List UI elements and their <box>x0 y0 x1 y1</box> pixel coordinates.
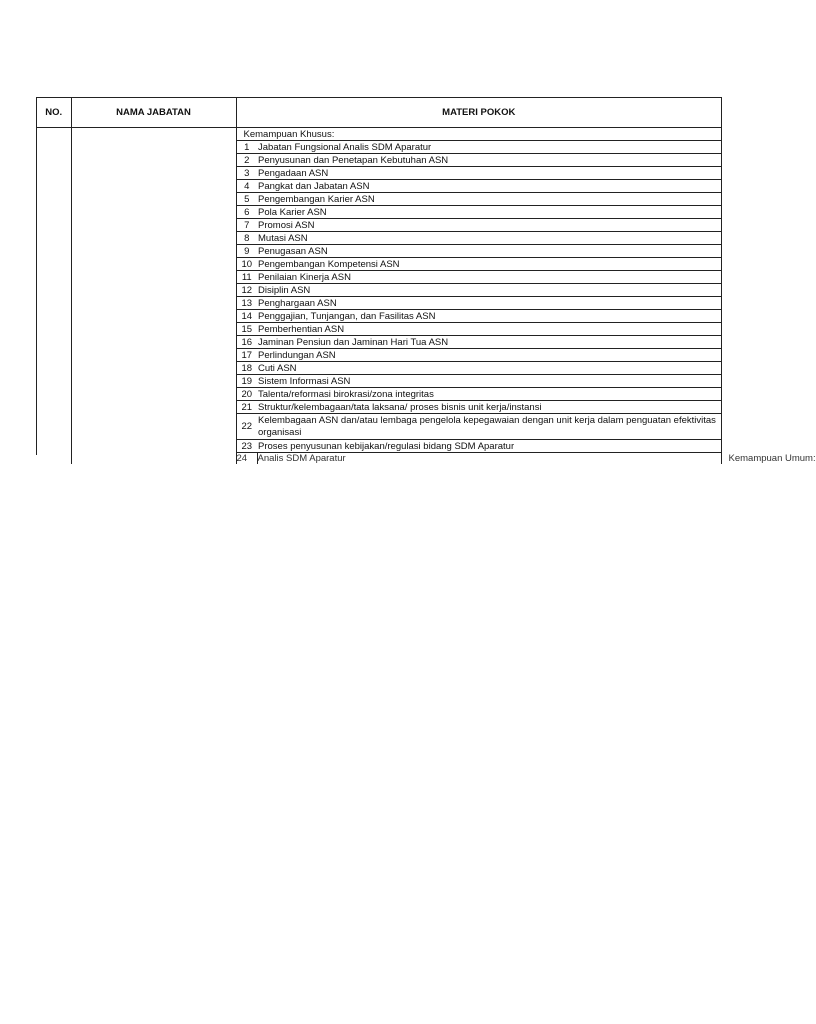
item-text: Cuti ASN <box>257 362 721 375</box>
materi-table <box>37 98 816 464</box>
table-body <box>37 128 816 465</box>
item-number: 13 <box>236 297 257 310</box>
item-number: 17 <box>236 349 257 362</box>
kemampuan-khusus-label: Kemampuan Khusus: <box>236 128 721 141</box>
table-header-row <box>37 98 721 128</box>
item-number: 1 <box>236 141 257 154</box>
item-number: 6 <box>236 206 257 219</box>
item-number: 10 <box>236 258 257 271</box>
materi-table-sheet <box>36 97 816 464</box>
item-number: 8 <box>236 232 257 245</box>
item-number: 3 <box>236 167 257 180</box>
next-row-materi-text: Kemampuan Umum: <box>728 453 816 464</box>
intro-row <box>37 128 721 141</box>
item-text: Penilaian Kinerja ASN <box>257 271 721 284</box>
item-text: Penugasan ASN <box>257 245 721 258</box>
item-text: Proses penyusunan kebijakan/regulasi bidang SDM Aparatur <box>257 440 721 453</box>
header-nama-jabatan: NAMA JABATAN <box>71 98 236 128</box>
item-text: Struktur/kelembagaan/tata laksana/ proses bisnis unit kerja/instansi <box>257 401 721 414</box>
item-text: Pengembangan Kompetensi ASN <box>257 258 721 271</box>
item-number: 14 <box>236 310 257 323</box>
item-text: Pengadaan ASN <box>257 167 721 180</box>
item-text: Penyusunan dan Penetapan Kebutuhan ASN <box>257 154 721 167</box>
item-number: 21 <box>236 401 257 414</box>
item-text: Disiplin ASN <box>257 284 721 297</box>
item-text: Promosi ASN <box>257 219 721 232</box>
item-number: 23 <box>236 440 257 453</box>
item-number: 16 <box>236 336 257 349</box>
next-row-no <box>236 453 257 465</box>
item-number: 7 <box>236 219 257 232</box>
item-text: Jaminan Pensiun dan Jaminan Hari Tua ASN <box>257 336 721 349</box>
item-text: Pengembangan Karier ASN <box>257 193 721 206</box>
item-text: Penggajian, Tunjangan, dan Fasilitas ASN <box>257 310 721 323</box>
next-row-no-text: 24 <box>236 453 248 464</box>
item-number: 9 <box>236 245 257 258</box>
item-number: 19 <box>236 375 257 388</box>
item-text: Penghargaan ASN <box>257 297 721 310</box>
item-number: 20 <box>236 388 257 401</box>
item-number: 11 <box>236 271 257 284</box>
item-number: 18 <box>236 362 257 375</box>
item-number: 2 <box>236 154 257 167</box>
item-text: Pemberhentian ASN <box>257 323 721 336</box>
item-text: Perlindungan ASN <box>257 349 721 362</box>
item-text: Talenta/reformasi birokrasi/zona integritas <box>257 388 721 401</box>
nama-jabatan-cell <box>71 128 236 465</box>
item-number: 12 <box>236 284 257 297</box>
item-text: Mutasi ASN <box>257 232 721 245</box>
item-text: Kelembagaan ASN dan/atau lembaga pengelola kepegawaian dengan unit kerja dalam penguatan efektivitas organisasi <box>257 414 721 440</box>
no-cell <box>37 128 71 465</box>
item-text: Pangkat dan Jabatan ASN <box>257 180 721 193</box>
item-number: 5 <box>236 193 257 206</box>
header-no: NO. <box>37 98 71 128</box>
item-text: Jabatan Fungsional Analis SDM Aparatur <box>257 141 721 154</box>
item-number: 4 <box>236 180 257 193</box>
item-text: Sistem Informasi ASN <box>257 375 721 388</box>
item-number: 22 <box>236 414 257 440</box>
item-text: Pola Karier ASN <box>257 206 721 219</box>
item-number: 15 <box>236 323 257 336</box>
header-materi-pokok: MATERI POKOK <box>236 98 721 128</box>
next-row-name <box>257 453 721 465</box>
next-row-name-text: Analis SDM Aparatur <box>257 453 346 464</box>
